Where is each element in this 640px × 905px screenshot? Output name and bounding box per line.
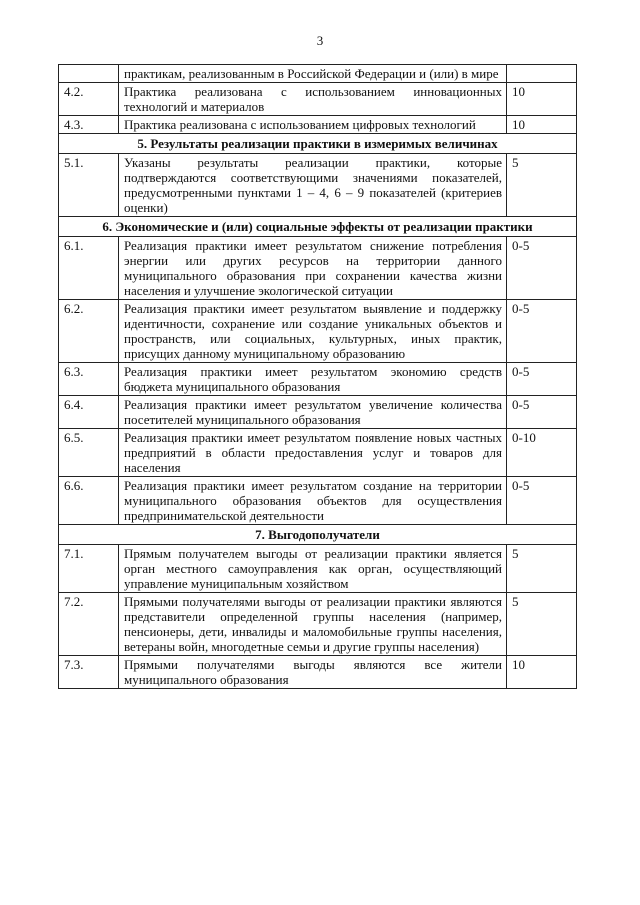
criterion-description: Реализация практики имеет результатом появление новых частных предприятий в области предоставления услуг и товаров для населения — [119, 429, 507, 477]
criterion-score: 10 — [507, 83, 577, 116]
criterion-number: 7.2. — [59, 593, 119, 656]
criterion-number: 5.1. — [59, 154, 119, 217]
criterion-score: 5 — [507, 593, 577, 656]
criterion-description: Реализация практики имеет результатом выявление и поддержку идентичности, сохранение или создание уникальных объектов и пространств, или социальных, культурных, иных практик, присущих данному муниципальному образованию — [119, 300, 507, 363]
criterion-score: 0-10 — [507, 429, 577, 477]
criterion-row — [59, 396, 577, 429]
criterion-score: 0-5 — [507, 237, 577, 300]
criterion-row — [59, 300, 577, 363]
criterion-score — [507, 65, 577, 83]
criterion-description: Практика реализована с использованием цифровых технологий — [119, 116, 507, 134]
criterion-row — [59, 237, 577, 300]
criterion-number: 6.6. — [59, 477, 119, 525]
section-header-row — [59, 525, 577, 545]
section-title: 5. Результаты реализации практики в измеримых величинах — [59, 134, 577, 154]
criterion-score: 10 — [507, 656, 577, 689]
criterion-description: практикам, реализованным в Российской Федерации и (или) в мире — [119, 65, 507, 83]
criteria-table-body — [59, 65, 577, 689]
criterion-number: 7.3. — [59, 656, 119, 689]
section-title: 6. Экономические и (или) социальные эффекты от реализации практики — [59, 217, 577, 237]
criteria-table — [58, 64, 577, 689]
criterion-description: Реализация практики имеет результатом снижение потребления энергии или других ресурсов на территории данного муниципального образования при сохранении качества жизни населения и улучшение экологической ситуации — [119, 237, 507, 300]
criterion-row — [59, 593, 577, 656]
criterion-score: 10 — [507, 116, 577, 134]
criterion-score: 0-5 — [507, 396, 577, 429]
criterion-number: 4.3. — [59, 116, 119, 134]
criterion-description: Реализация практики имеет результатом создание на территории муниципального образования объектов для осуществления предпринимательской деятельности — [119, 477, 507, 525]
criterion-row — [59, 545, 577, 593]
criterion-row — [59, 83, 577, 116]
criterion-score: 5 — [507, 154, 577, 217]
criterion-description: Прямыми получателями выгоды являются все жители муниципального образования — [119, 656, 507, 689]
criterion-score: 5 — [507, 545, 577, 593]
criterion-number: 6.2. — [59, 300, 119, 363]
criterion-row — [59, 65, 577, 83]
criterion-row — [59, 656, 577, 689]
page-number: 3 — [316, 33, 324, 48]
criterion-description: Указаны результаты реализации практики, которые подтверждаются соответствующими значениями показателей, предусмотренными пунктами 1 – 4, 6 – 9 показателей (критериев оценки) — [119, 154, 507, 217]
criterion-row — [59, 429, 577, 477]
criterion-description: Реализация практики имеет результатом увеличение количества посетителей муниципального образования — [119, 396, 507, 429]
criterion-description: Прямым получателем выгоды от реализации практики является орган местного самоуправления как орган, осуществляющий управление муниципальным хозяйством — [119, 545, 507, 593]
criterion-score: 0-5 — [507, 300, 577, 363]
criterion-number: 6.4. — [59, 396, 119, 429]
criterion-description: Практика реализована с использованием инновационных технологий и материалов — [119, 83, 507, 116]
section-header-row — [59, 217, 577, 237]
criterion-row — [59, 116, 577, 134]
criterion-description: Прямыми получателями выгоды от реализации практики являются представители определенной группы населения (например, пенсионеры, дети, инвалиды и маломобильные группы населения, ветераны войн, многодетные семьи и другие группы населения) — [119, 593, 507, 656]
section-header-row — [59, 134, 577, 154]
criterion-number: 7.1. — [59, 545, 119, 593]
criterion-score: 0-5 — [507, 477, 577, 525]
section-title: 7. Выгодополучатели — [59, 525, 577, 545]
criterion-description: Реализация практики имеет результатом экономию средств бюджета муниципального образования — [119, 363, 507, 396]
criterion-number: 4.2. — [59, 83, 119, 116]
criterion-row — [59, 477, 577, 525]
criterion-number: 6.1. — [59, 237, 119, 300]
criterion-row — [59, 154, 577, 217]
criterion-row — [59, 363, 577, 396]
criterion-number: 6.3. — [59, 363, 119, 396]
criterion-score: 0-5 — [507, 363, 577, 396]
criterion-number: 6.5. — [59, 429, 119, 477]
criterion-number — [59, 65, 119, 83]
